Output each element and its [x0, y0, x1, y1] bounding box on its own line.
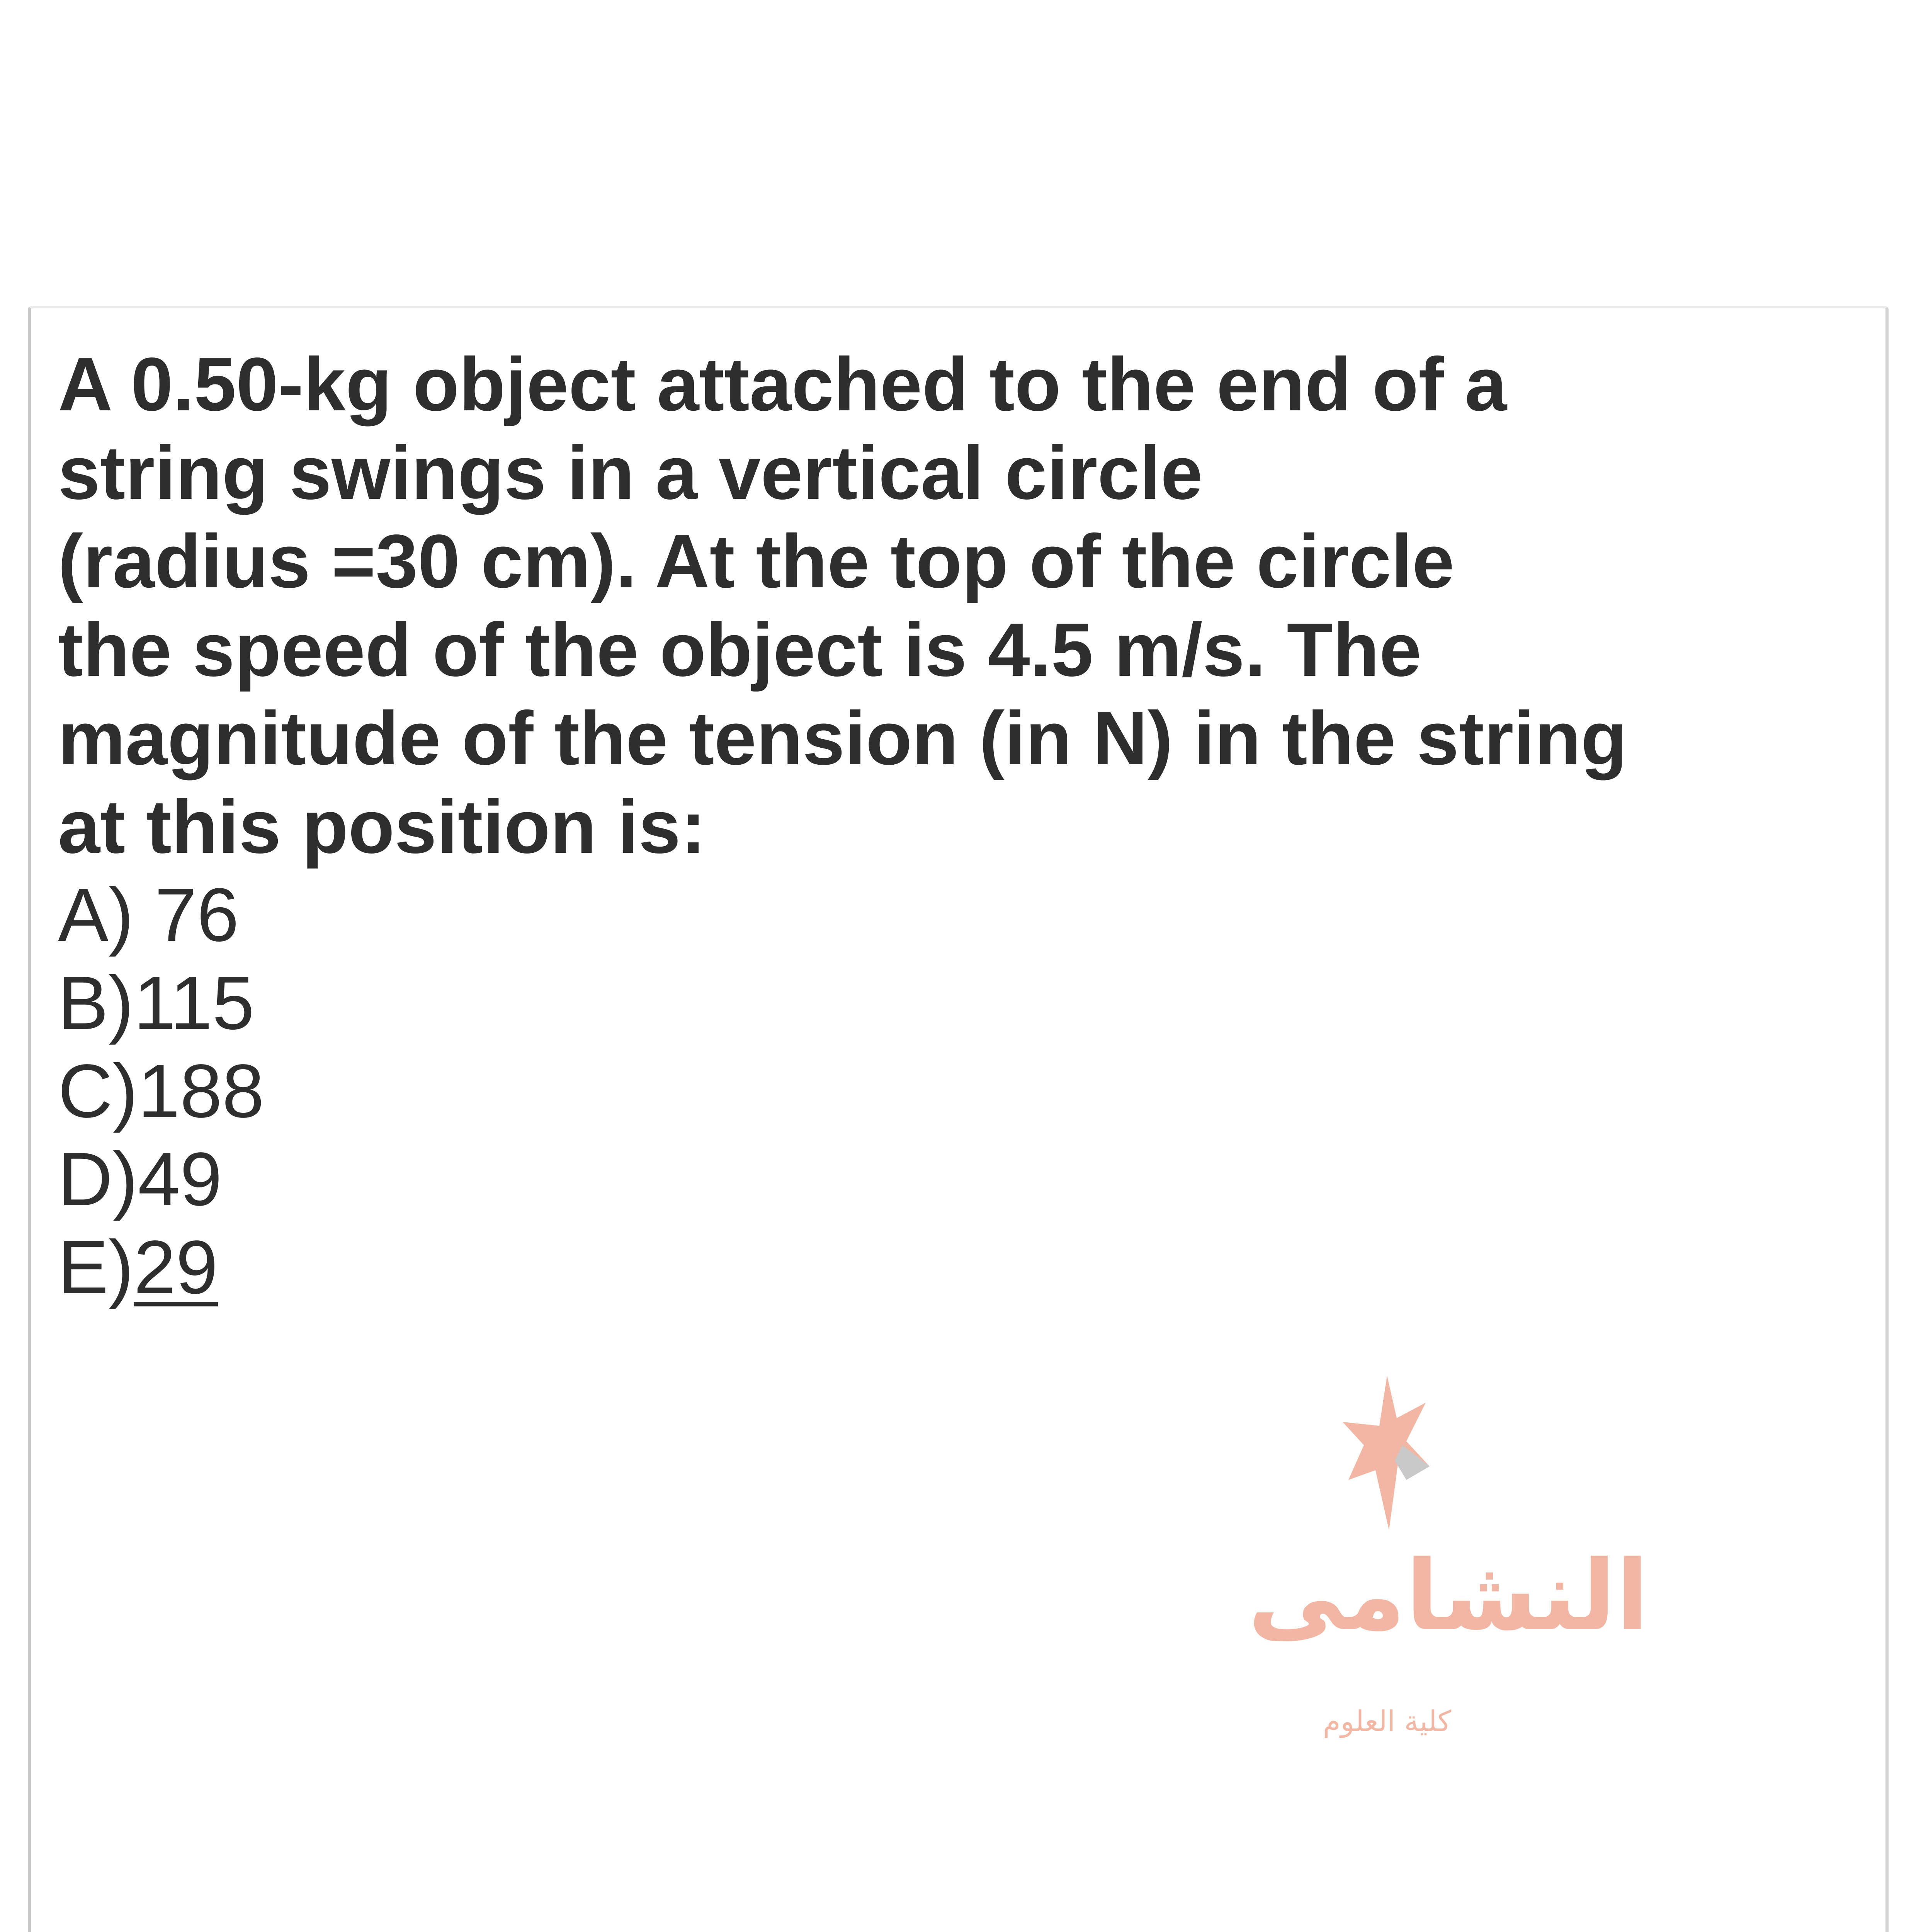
- option-c: [58, 1047, 264, 1135]
- option-value: 76: [155, 872, 239, 957]
- option-d: [58, 1135, 264, 1223]
- question-line: A 0.50-kg object attached to the end of a: [58, 342, 1507, 427]
- question-line: at this position is:: [58, 784, 706, 869]
- option-letter: D): [58, 1137, 138, 1221]
- option-value: 49: [138, 1137, 222, 1221]
- option-letter: E): [58, 1225, 134, 1310]
- watermark-logo: [1248, 1376, 1649, 1754]
- logo-subtitle: كلية العلوم: [1323, 1705, 1452, 1738]
- star-icon: [1248, 1376, 1526, 1546]
- question-text: [58, 340, 1681, 871]
- option-value: 115: [134, 961, 255, 1045]
- option-a: [58, 871, 264, 959]
- option-value-underlined: 29: [134, 1225, 218, 1310]
- option-letter: B): [58, 961, 134, 1045]
- option-b: [58, 959, 264, 1047]
- question-line: magnitude of the tension (in N) in the string: [58, 696, 1627, 781]
- answer-options: [58, 871, 264, 1311]
- question-line: the speed of the object is 4.5 m/s. The: [58, 607, 1421, 692]
- logo-wordmark: النشامى: [1248, 1539, 1649, 1652]
- option-value: 188: [138, 1049, 264, 1133]
- option-letter: C): [58, 1049, 138, 1133]
- question-line: (radius =30 cm). At the top of the circle: [58, 519, 1455, 604]
- question-line: string swings in a vertical circle: [58, 430, 1203, 515]
- option-e: [58, 1223, 264, 1311]
- option-letter: A): [58, 872, 155, 957]
